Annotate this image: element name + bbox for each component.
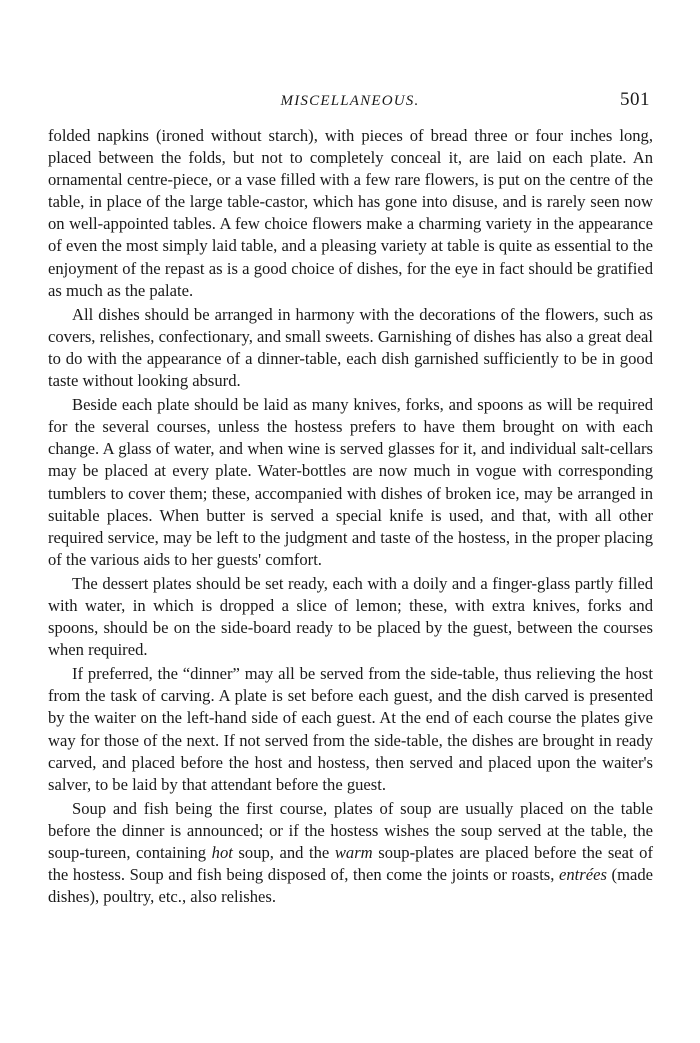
soup-text-1: Soup and fish being the first course, plates of soup are usually placed on the table before the dinner is announced; or if the hostess wishes the soup served at the table, the soup-tureen, containing: [48, 798, 653, 862]
paragraph-dessert-plates: The dessert plates should be set ready, each with a doily and a finger-glass partly filled with water, in which is dropped a slice of lemon; these, with extra knives, forks and spoons, should be on the side-board ready to be placed by the guest, between the courses when required.: [48, 573, 653, 660]
soup-italic-entrees: entrées: [559, 865, 607, 885]
soup-text-3: soup-plates are placed before the seat of the hostess. Soup and fish being disposed of, then come the joints or roasts,: [48, 843, 654, 885]
running-head: [48, 89, 652, 117]
paragraph-side-table-service: If preferred, the “dinner” may all be served from the side-table, thus relieving the host from the task of carving. A plate is set before each guest, and the dish carved is presented by the waiter on the left-hand side of each guest. At the end of each course the plates give way for those of the next. If not served from the side-table, the dishes are brought in ready carved, and placed before the host and hostess, then served and placed upon the waiter's salver, to be laid by that attendant before the guest.: [48, 664, 653, 794]
soup-italic-warm: warm: [334, 843, 373, 862]
running-title: MISCELLANEOUS.: [280, 93, 420, 109]
body-text: [48, 125, 653, 909]
soup-text-4: (made dishes), poultry, etc., also relishes.: [48, 865, 653, 907]
paragraph-dishes-harmony: All dishes should be arranged in harmony with the decorations of the flowers, such as covers, relishes, confectionary, and small sweets. Garnishing of dishes has also a great deal to do with the appearance of a dinner-table, each dish garnished sufficiently to be in good taste without looking absurd.: [48, 304, 653, 391]
soup-italic-hot: hot: [211, 843, 233, 862]
paragraph-soup-and-fish: [48, 798, 653, 908]
paragraph-napkins: folded napkins (ironed without starch), with pieces of bread three or four inches long, placed between the folds, but not to completely conceal it, are laid on each plate. An ornamental centre-piece, or a vase filled with a few rare flowers, is put on the centre of the table, in place of the large table-castor, which has gone into disuse, and is rarely seen now on well-appointed tables. A few choice flowers make a charming variety in the appearance of even the most simply laid table, and a pleasing variety at table is quite as essential to the enjoyment of the repast as is a good choice of dishes, for the eye in fact should be gratified as much as the palate.: [48, 126, 653, 300]
page-number: 501: [620, 89, 650, 110]
soup-text-2: soup, and the: [232, 843, 335, 862]
paragraph-place-settings: Beside each plate should be laid as many knives, forks, and spoons as will be required for the several courses, unless the hostess prefers to have them brought on with each change. A glass of water, and when wine is served glasses for it, and individual salt-cellars may be placed at every plate. Water-bottles are now much in vogue with corresponding tumblers to cover them; these, accompanied with dishes of broken ice, may be arranged in suitable places. When butter is served a special knife is used, and that, with all other required service, may be left to the judgment and taste of the hostess, in the proper placing of the various aids to her guests' comfort.: [48, 395, 653, 569]
